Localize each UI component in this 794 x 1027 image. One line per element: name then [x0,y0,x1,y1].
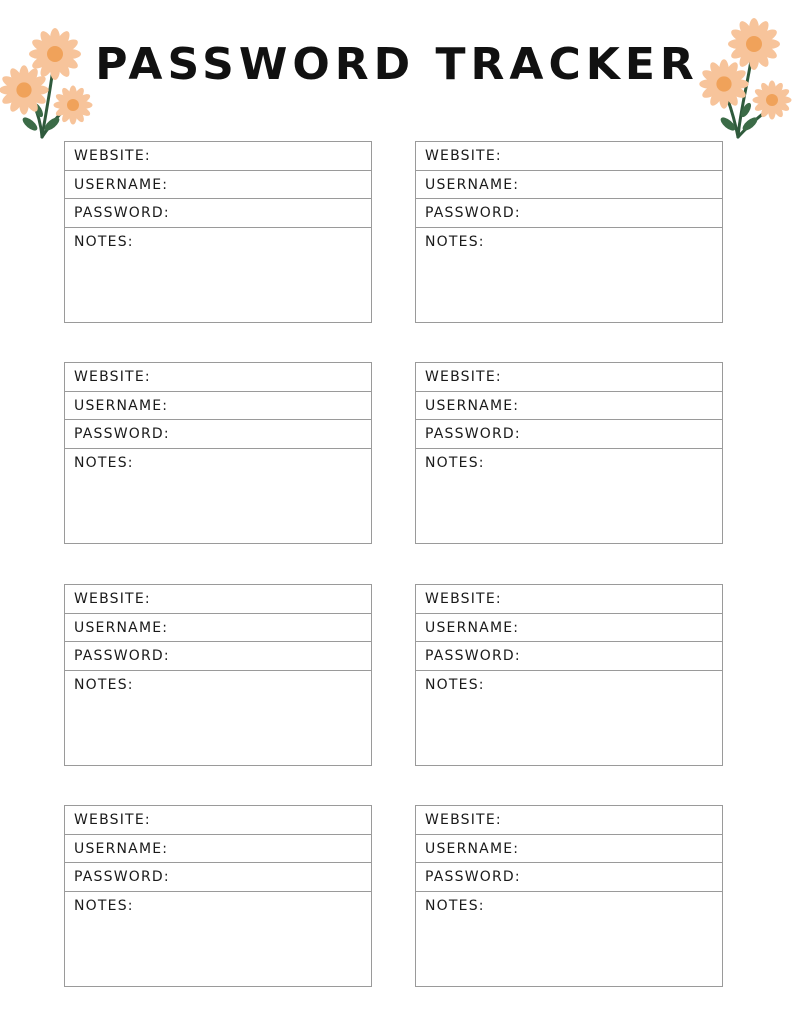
page-title: PASSWORD TRACKER [95,39,699,90]
username-field[interactable]: USERNAME: [65,392,371,421]
notes-field[interactable]: NOTES: [74,454,134,471]
notes-field[interactable]: NOTES: [74,233,134,250]
notes-field[interactable]: NOTES: [74,676,134,693]
notes-field[interactable]: NOTES: [425,233,485,250]
password-field[interactable]: PASSWORD: [65,420,371,449]
website-field[interactable]: WEBSITE: [416,142,722,171]
password-field[interactable]: PASSWORD: [416,863,722,892]
website-field[interactable]: WEBSITE: [65,806,371,835]
password-field[interactable]: PASSWORD: [416,642,722,671]
password-card [64,584,372,766]
password-card [415,584,723,766]
password-card [415,141,723,323]
password-field[interactable]: PASSWORD: [416,420,722,449]
password-field[interactable]: PASSWORD: [65,199,371,228]
username-field[interactable]: USERNAME: [65,835,371,864]
notes-field[interactable]: NOTES: [425,897,485,914]
password-card [64,362,372,544]
username-field[interactable]: USERNAME: [416,614,722,643]
username-field[interactable]: USERNAME: [416,392,722,421]
password-card [64,805,372,987]
website-field[interactable]: WEBSITE: [416,363,722,392]
website-field[interactable]: WEBSITE: [416,585,722,614]
password-card [415,362,723,544]
password-card [415,805,723,987]
website-field[interactable]: WEBSITE: [65,363,371,392]
password-field[interactable]: PASSWORD: [65,863,371,892]
notes-field[interactable]: NOTES: [425,676,485,693]
notes-field[interactable]: NOTES: [74,897,134,914]
username-field[interactable]: USERNAME: [65,614,371,643]
notes-field[interactable]: NOTES: [425,454,485,471]
username-field[interactable]: USERNAME: [416,171,722,200]
website-field[interactable]: WEBSITE: [65,142,371,171]
username-field[interactable]: USERNAME: [416,835,722,864]
password-field[interactable]: PASSWORD: [65,642,371,671]
flower-decoration-right [690,12,794,147]
password-field[interactable]: PASSWORD: [416,199,722,228]
website-field[interactable]: WEBSITE: [416,806,722,835]
username-field[interactable]: USERNAME: [65,171,371,200]
website-field[interactable]: WEBSITE: [65,585,371,614]
password-card [64,141,372,323]
